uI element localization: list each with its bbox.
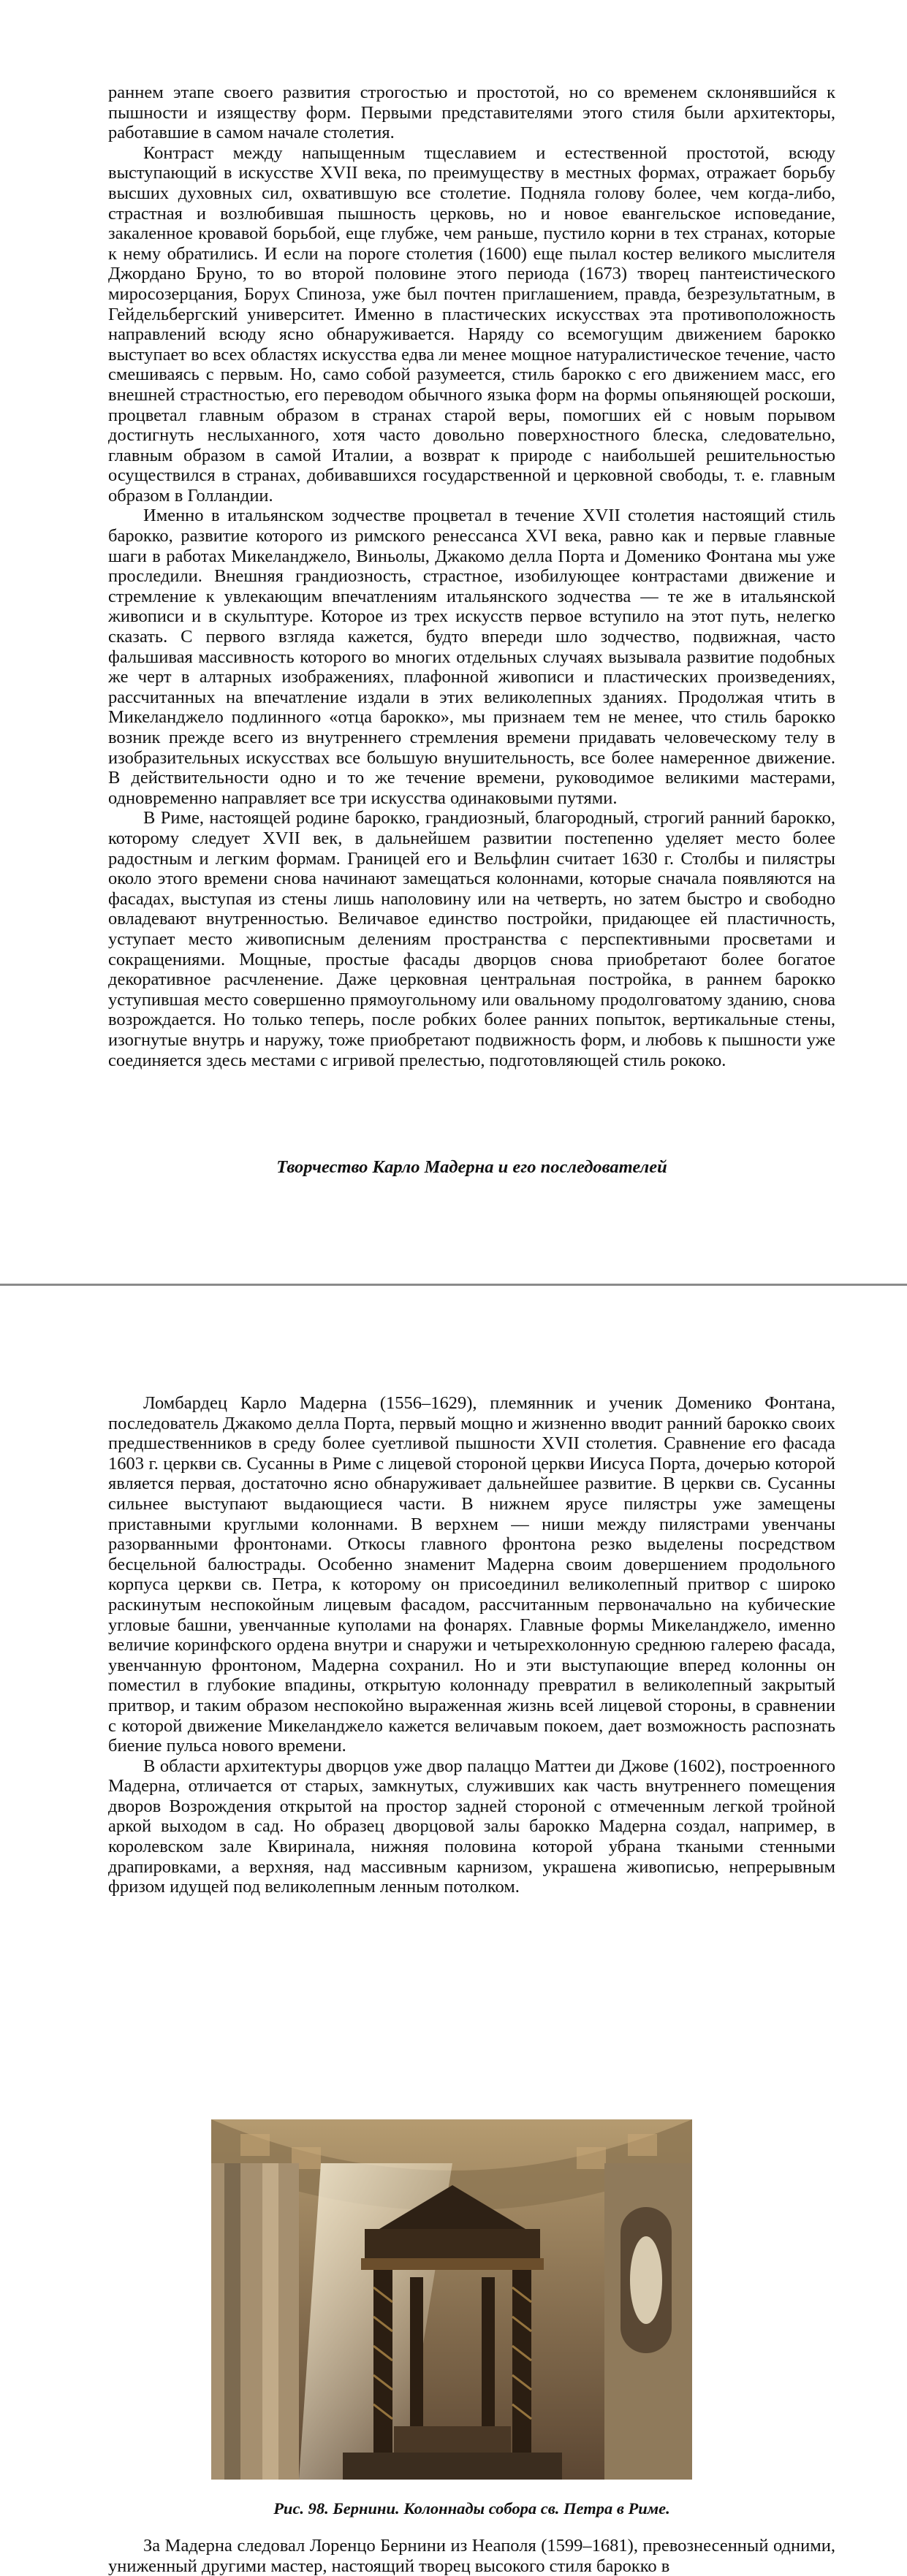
page-2-text xyxy=(108,1393,835,1897)
figure-caption: Рис. 98. Бернини. Колоннады собора св. Петра в Риме. xyxy=(273,2499,670,2518)
paragraph: Контраст между напыщенным тщеславием и естественной простотой, всюду выступающий в искусстве XVII века, по преимуществу в местных формах, отражает борьбу высших духовных сил, охватившую все столетие. Подняла голову более, чем когда-либо, страстная и возлюбившая пышность церковь, но и новое евангельское исповедание, закаленное кровавой борьбой, еще глубже, чем раньше, пустило корни в тех странах, которые к нему обратились. И если на пороге столетия (1600) еще пылал костер великого мыслителя Джордано Бруно, то во второй половине этого периода (1673) творец пантеистического миросозерцания, Борух Спиноза, уже был почтен приглашением, правда, безрезультатным, в Гейдельбергский университет. Именно в пластических искусствах эта противоположность направлений всюду ясно обнаруживается. Наряду со всемогущим движением барокко выступает во всех областях искусства едва ли менее мощное натуралистическое течение, часто смешиваясь с первым. Но, само собой разумеется, стиль барокко с его движением масс, его внешней страстностью, его переводом обычного языка форм на формы опьяняющей роскоши, процветал главным образом в странах старой веры, помогших ей с новым порывом достигнуть неслыханного, хотя часто довольно поверхностного блеска, следовательно, главным образом в самой Италии, а возврат к природе с наибольшей решительностью осуществился в странах, добивавшихся государственной и церковной свободы, т. е. главным образом в Голландии. xyxy=(108,142,835,506)
paragraph: В Риме, настоящей родине барокко, грандиозный, благородный, строгий ранний барокко, которому следует XVII век, в дальнейшем развитии постепенно уделяет место более радостным и легким формам. Границей его и Вельфлин считает 1630 г. Столбы и пилястры около этого времени снова начинают замещаться колоннами, которые сначала появляются на фасадах, выступая из стены лишь наполовину или на четверть, но затем быстро и свободно овладевают внутренностью. Величавое единство постройки, придающее ей пластичность, уступает место живописным делениям пространства с перспективными просветами и сокращениями. Мощные, простые фасады дворцов снова приобретают более богатое декоративное расчленение. Даже церковная центральная постройка, в раннем барокко уступившая место совершенно прямоугольному или овальному продолговатому зданию, снова возрождается. Но только теперь, после робких более ранних попыток, вертикальные стены, изогнутые внутрь и наружу, тоже приобретают подвижность форм, и любовь к пышности уже соединяется здесь местами с игривой прелестью, подготовляющей стиль рококо. xyxy=(108,808,835,1070)
section-heading: Творчество Карло Мадерна и его последователей xyxy=(276,1157,667,1177)
page-2-text-after-figure xyxy=(108,2536,835,2576)
page-2 xyxy=(0,1286,907,2576)
paragraph: Ломбардец Карло Мадерна (1556–1629), племянник и ученик Доменико Фонтана, последователь Джакомо делла Порта, первый мощно и жизненно вводит ранний барокко своих предшественников в среду более суетливой пышности XVII столетия. Сравнение его фасада 1603 г. церкви св. Сусанны в Риме с лицевой стороной церкви Иисуса Порта, дочерью которой является первая, достаточно ясно обнаруживает дальнейшее развитие. В церкви св. Сусанны сильнее выступают выдающиеся части. В нижнем ярусе пилястры уже замещены приставными круглыми колоннами. В верхнем — ниши между пилястрами увенчаны разорванными фронтонами. Откосы главного фронтона резко выделены посредством бесцельной балюстрады. Особенно знаменит Мадерна своим довершением продольного корпуса церкви св. Петра, к которому он присоединил великолепный притвор с широко раскинутым неспокойным лицевым фасадом, рассчитанным первоначально на кубические угловые башни, увенчанные куполами на фонарях. Главные формы Микеланджело, именно величие коринфского ордена внутри и снаружи и четырехколонную среднюю галерею фасада, увенчанную фронтоном, Мадерна сохранил. Но и эти выступающие вперед колонны он поместил в глубокие впадины, открытую колоннаду превратил в великолепный закрытый притвор, и таким образом неспокойно выраженная жизнь всей лицевой стороны, в сравнении с которой движение Микеланджело кажется величавым покоем, дает возможность распознать биение пульса нового времени. xyxy=(108,1393,835,1756)
paragraph: В области архитектуры дворцов уже двор палаццо Маттеи ди Джове (1602), построенного Мадерна, отличается от старых, замкнутых, служивших как часть внутреннего помещения дворов Возрождения открытой на простор задней стороной с отмеченным легкой тройной аркой выходом в сад. Но образец дворцовой залы барокко Мадерна создал, например, в королевском зале Квиринала, нижняя половина которой убрана ткаными стенными драпировками, а верхняя, над массивным карнизом, украшена живописью, непрерывным фризом идущей под великолепным ленным потолком. xyxy=(108,1756,835,1897)
page-1-text xyxy=(108,83,835,1070)
paragraph: За Мадерна следовал Лоренцо Бернини из Неаполя (1599–1681), превознесенный одними, униженный другими мастер, настоящий творец высокого стиля барокко в xyxy=(108,2536,835,2576)
baldachin-photo xyxy=(211,2119,692,2480)
paragraph: раннем этапе своего развития строгостью и простотой, но со временем склонявшийся к пышности и изяществу форм. Первыми представителями этого стиля были архитекторы, работавшие в самом начале столетия. xyxy=(108,83,835,143)
paragraph: Именно в итальянском зодчестве процветал в течение XVII столетия настоящий стиль барокко, развитие которого из римского ренессанса XVI века, равно как и первые главные шаги в работах Микеланджело, Виньолы, Джакомо делла Порта и Доменико Фонтана мы уже проследили. Внешняя грандиозность, страстное, изобилующее контрастами движение и стремление к увлекающим впечатлениям итальянского зодчества — те же в итальянской живописи и в скульптуре. Которое из трех искусств первое вступило на этот путь, нелегко сказать. С первого взгляда кажется, будто впереди шло зодчество, подвижная, часто фальшивая массивность которого во многих отдельных случаях вызывала развитие подобных же черт в алтарных изображениях, плафонной живописи и пластических произведениях, рассчитанных на впечатление издали в этих великолепных зданиях. Продолжая чтить в Микеланджело подлинного «отца барокко», мы признаем тем не менее, что стиль барокко возник прежде всего из внутреннего стремления времени придавать человеческому телу в изобразительных искусствах все большую внушительность, все более намеренное движение. В действительности одно и то же течение времени, руководимое великими мастерами, одновременно направляет все три искусства одинаковыми путями. xyxy=(108,506,835,808)
page-1 xyxy=(0,0,907,1284)
